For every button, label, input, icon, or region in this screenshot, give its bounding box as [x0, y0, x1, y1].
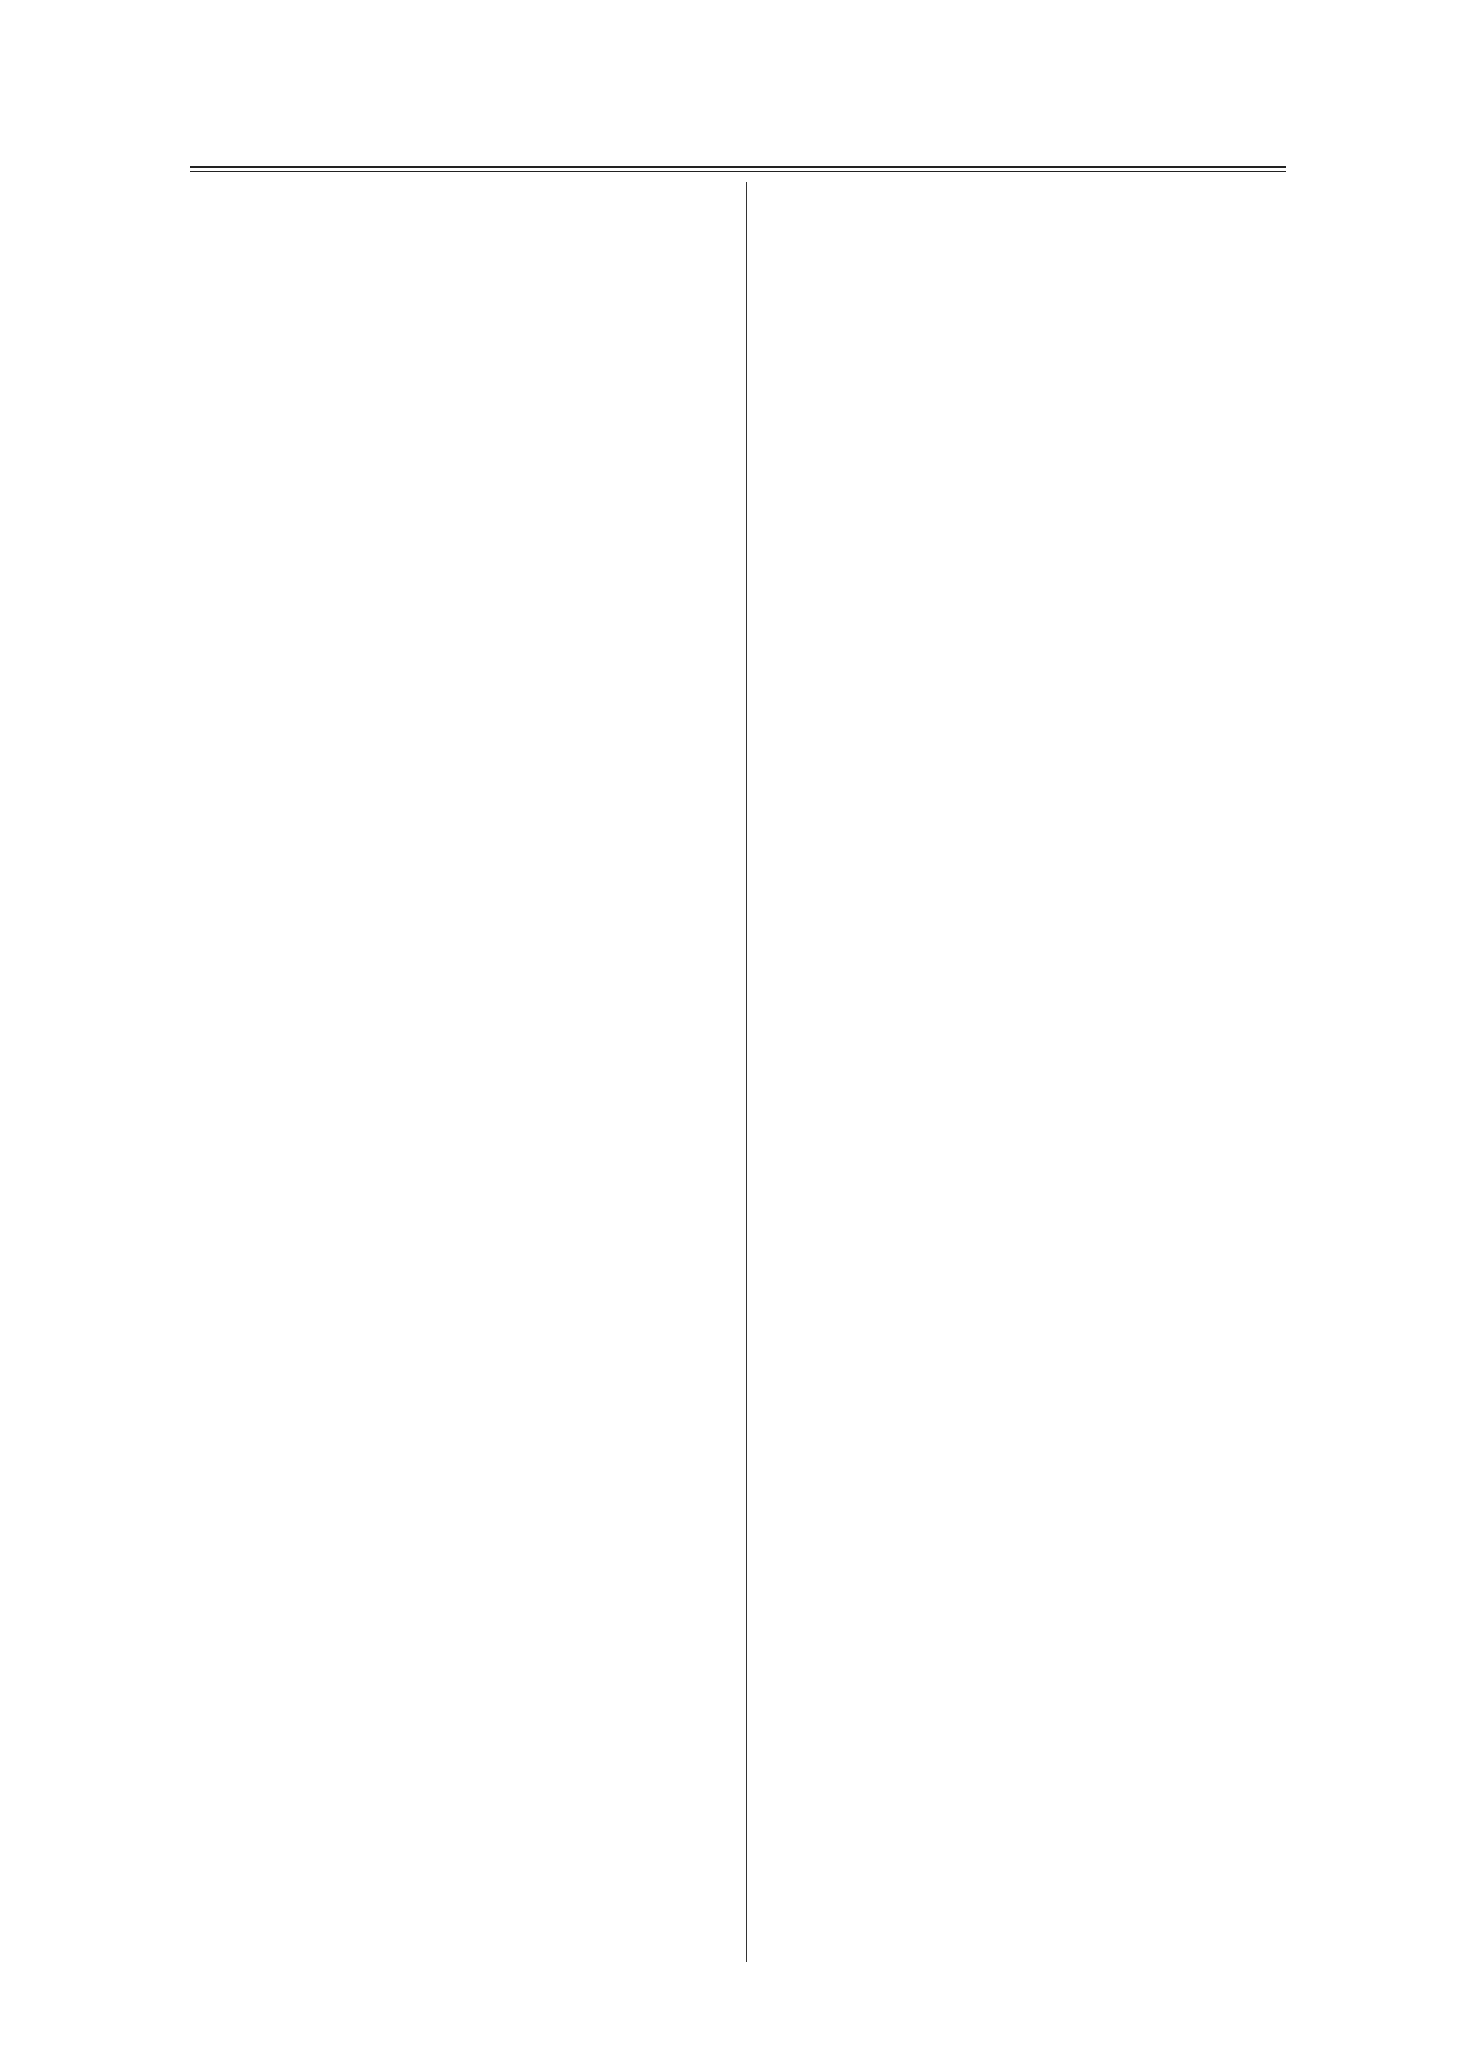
- header-rule-thin: [190, 171, 1286, 172]
- column-divider: [746, 182, 747, 1962]
- page-header: [190, 124, 1286, 164]
- header-rule: [190, 166, 1286, 168]
